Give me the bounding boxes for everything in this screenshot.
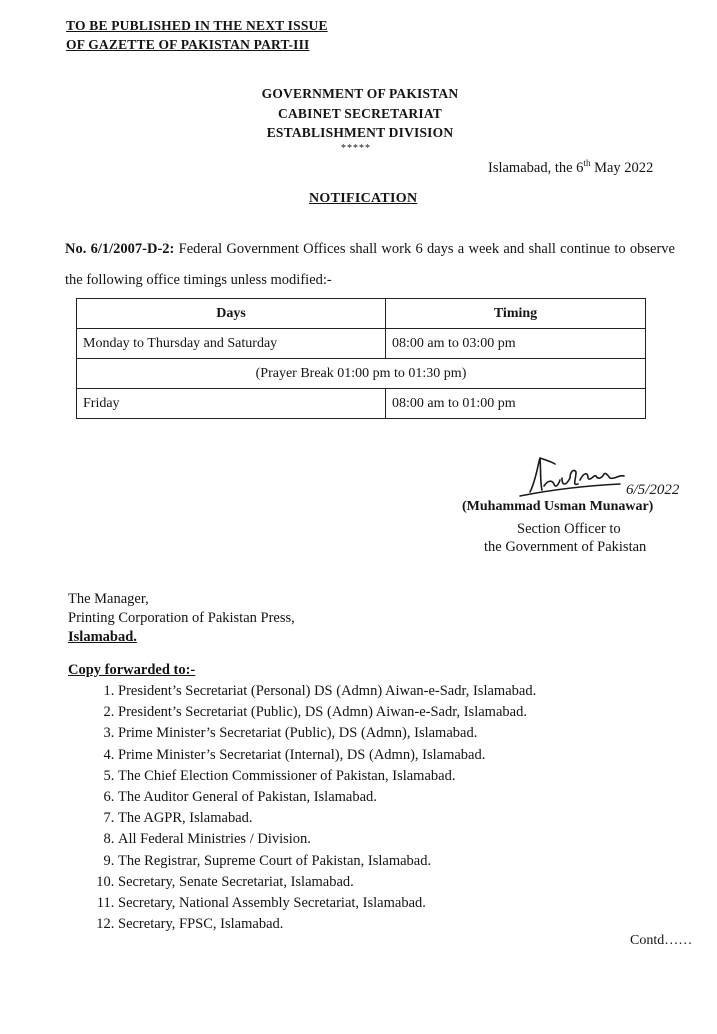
svg-text:6/5/2022: 6/5/2022: [626, 482, 680, 498]
table-row: [77, 329, 646, 359]
list-item: 4. Prime Minister’s Secretariat (Internal), DS (Admn), Islamabad.: [118, 745, 536, 766]
row1-timing: 08:00 am to 03:00 pm: [386, 329, 646, 359]
header-timing: Timing: [386, 299, 646, 329]
notification-body: [65, 234, 675, 296]
reference-number: No. 6/1/2007-D-2:: [65, 241, 175, 257]
copy-recipient-list: [92, 681, 536, 935]
list-item: 10. Secretary, Senate Secretariat, Islamabad.: [118, 872, 536, 893]
header-days: Days: [77, 299, 386, 329]
list-item: 8. All Federal Ministries / Division.: [118, 829, 536, 850]
list-item: 5. The Chief Election Commissioner of Pakistan, Islamabad.: [118, 766, 536, 787]
list-item: 2. President’s Secretariat (Public), DS (Admn) Aiwan-e-Sadr, Islamabad.: [118, 702, 536, 723]
issuer-line3: ESTABLISHMENT DIVISION: [266, 125, 454, 140]
addressee-line1: The Manager,: [68, 591, 149, 607]
list-item: 3. Prime Minister’s Secretariat (Public), DS (Admn), Islamabad.: [118, 723, 536, 744]
list-item: 1. President’s Secretariat (Personal) DS (Admn) Aiwan-e-Sadr, Islamabad.: [118, 681, 536, 702]
signatory-title-1: Section Officer to: [517, 521, 621, 537]
publish-notice-line2: OF GAZETTE OF PAKISTAN PART-III: [66, 37, 310, 52]
notification-title: NOTIFICATION: [309, 191, 418, 206]
prayer-break-note: (Prayer Break 01:00 pm to 01:30 pm): [77, 359, 646, 389]
list-item: 7. The AGPR, Islamabad.: [118, 808, 536, 829]
row2-timing: 08:00 am to 01:00 pm: [386, 389, 646, 419]
issue-date: [488, 158, 653, 177]
addressee-line2: Printing Corporation of Pakistan Press,: [68, 610, 295, 626]
list-item: 9. The Registrar, Supreme Court of Pakistan, Islamabad.: [118, 851, 536, 872]
copy-forwarded-heading: Copy forwarded to:-: [68, 662, 196, 678]
date-suffix: th: [583, 158, 591, 168]
list-item: 11. Secretary, National Assembly Secretariat, Islamabad.: [118, 893, 536, 914]
separator-stars: *****: [341, 143, 371, 154]
issuer-block: [240, 84, 480, 143]
table-header-row: [77, 299, 646, 329]
body-text: Federal Government Offices shall work 6 days a week and shall continue to observe the following office timings unless modified:-: [65, 241, 675, 288]
row2-days: Friday: [77, 389, 386, 419]
publish-notice: [66, 16, 328, 54]
table-row: [77, 359, 646, 389]
publish-notice-line1: TO BE PUBLISHED IN THE NEXT ISSUE: [66, 18, 328, 33]
addressee-line3: Islamabad.: [68, 629, 137, 645]
addressee-block: [68, 590, 295, 647]
issuer-line2: CABINET SECRETARIAT: [278, 105, 442, 121]
table-row: [77, 389, 646, 419]
list-item: 6. The Auditor General of Pakistan, Islamabad.: [118, 787, 536, 808]
list-item: 12. Secretary, FPSC, Islamabad.: [118, 914, 536, 935]
office-timing-table: [76, 298, 646, 419]
signatory-name: (Muhammad Usman Munawar): [462, 499, 654, 514]
signatory-title-2: the Government of Pakistan: [484, 539, 647, 555]
continued-marker: Contd……: [630, 933, 693, 948]
row1-days: Monday to Thursday and Saturday: [77, 329, 386, 359]
issuer-line1: GOVERNMENT OF PAKISTAN: [261, 86, 459, 101]
date-rest: May 2022: [590, 159, 654, 176]
date-prefix: Islamabad, the 6: [488, 159, 584, 176]
